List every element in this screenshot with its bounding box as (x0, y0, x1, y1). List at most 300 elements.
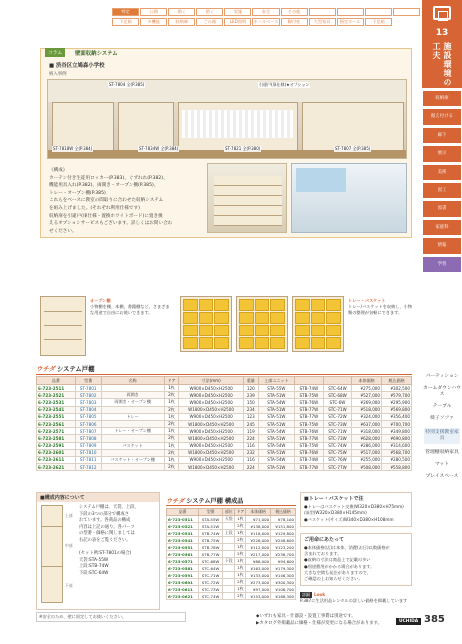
table-cell: ¥517,000 (352, 449, 382, 456)
config-text-line: れています。各商品の構成 (79, 518, 131, 524)
table-cell: STA-51W (258, 420, 294, 427)
config-text-line: (セット例:ST-7801の場合) (79, 551, 132, 557)
description-line: を組み上げました。(それぞれ利用仕様です) (49, 205, 140, 211)
photo-tag: ST-7818W 全(P.384) (53, 146, 93, 151)
table-cell: STB-76W (295, 449, 324, 456)
table-cell: ¥269,000 (352, 399, 382, 406)
table-row (37, 456, 412, 463)
table-cell: 6-723-0531 (167, 530, 199, 537)
table-cell: 245 (243, 420, 258, 427)
rental-note: P.387に生活用品レンタルの詳しい価格を掲載しています (300, 598, 408, 604)
tray-desc: トレー/バスケットを収納し、小物類の整理が気軽にできます。 (348, 304, 413, 315)
table-cell: ¥280,500 (382, 456, 412, 463)
table-cell: ST-7812 (75, 464, 101, 471)
table-cell: 1枚 (235, 565, 246, 572)
table-row (167, 516, 296, 523)
table-cell: トレー (101, 413, 164, 420)
tray-note (348, 298, 412, 316)
category-tab[interactable]: 大型家具 (309, 18, 336, 26)
table-cell: STA-54W (258, 399, 294, 406)
table-cell: 1枚 (164, 428, 179, 435)
category-tab[interactable]: その他 (281, 8, 308, 16)
table-cell: ¥324,000 (352, 413, 382, 420)
table-cell: 116 (243, 442, 258, 449)
table-row (167, 551, 296, 558)
table-cell: STB-77W (199, 551, 223, 558)
table-cell: 6-723-2511 (37, 385, 76, 392)
detail-badge: 詳細 (302, 592, 310, 598)
table-cell: STC-77W (323, 464, 351, 471)
description-line: せください。 (49, 228, 77, 234)
table-row (167, 565, 296, 572)
table-cell: ST-7807 (75, 428, 101, 435)
category-tab[interactable]: 下足箱 (365, 18, 392, 26)
table-cell: ¥71,000 (246, 516, 271, 523)
table-row (37, 435, 412, 442)
table-cell: ST-7811 (75, 456, 101, 463)
table-cell: STC-64W (199, 565, 223, 572)
category-tab[interactable]: 多機能 (140, 18, 167, 26)
category-index (422, 374, 462, 480)
photo-tag: ST-7821 全(P.380) (225, 146, 261, 151)
table-cell (101, 420, 164, 427)
table-cell: ¥558,800 (382, 464, 412, 471)
table-cell: STC-73W (323, 420, 351, 427)
table-cell: 6-723-2531 (37, 399, 76, 406)
table-cell: ¥302,500 (382, 385, 412, 392)
footer-note-1: ◆いずれも家具・什器設・設置工事費は別途です。 (256, 614, 356, 619)
table-row (37, 399, 412, 406)
table-cell: ST-7804 (75, 406, 101, 413)
building-icon (433, 6, 451, 20)
config-panel-title: ■構成内容について (37, 493, 159, 502)
order-note-line: 含まれております。 (304, 551, 342, 557)
table-cell: W900×D450×H2500 (179, 413, 244, 420)
table-cell: ¥118,000 (246, 530, 271, 537)
table-cell (223, 565, 235, 572)
table-cell: ¥168,300 (271, 593, 296, 600)
table-cell: ST-7809 (75, 442, 101, 449)
table-cell: 1枚 (164, 399, 179, 406)
table-cell: ¥628,000 (352, 435, 382, 442)
tray-spec-line: /深型(W320×D380×H145mm) (304, 510, 367, 516)
table-cell: STC-64W (323, 385, 351, 392)
table-cell: STA-54W (258, 428, 294, 435)
table-cell: ¥97,000 (246, 586, 271, 593)
chapter-index-item[interactable]: 展示 (423, 146, 461, 161)
table-cell: ¥300,300 (271, 579, 296, 586)
chapter-header (422, 0, 462, 88)
main-table-title: システム戸棚 (56, 365, 95, 373)
table-cell: STA-51W (258, 449, 294, 456)
table-cell: STA-55W (199, 516, 223, 523)
table-cell: W900×D450×H2500 (179, 428, 244, 435)
table-cell: 234 (243, 406, 258, 413)
table-cell: 両開き (101, 392, 164, 399)
table-cell: 6-723-0581 (167, 565, 199, 572)
table-cell: 6-723-0521 (167, 523, 199, 530)
config-text-line: 上段:STB-74W (79, 564, 109, 570)
description-line: 機能用具入れ(P.382)、両開き・オープン棚(P.385)、 (49, 183, 159, 189)
table-cell: 120 (243, 385, 258, 392)
table-cell (223, 579, 235, 586)
category-tab[interactable]: 特定 (112, 8, 139, 16)
description-line: トレー・オープン棚(P.385) (49, 190, 106, 196)
table-cell: W1800×D450×H2500 (179, 406, 244, 413)
table-cell: 2枚 (164, 464, 179, 471)
table-cell: ¥579,700 (382, 392, 412, 399)
category-index-item[interactable]: 椅子ソファ (430, 416, 454, 421)
table-cell: ¥349,800 (382, 428, 412, 435)
table-cell (223, 523, 235, 530)
config-text-line: の型番・価格に関しましては (79, 531, 135, 537)
order-note-line: ●別途費用がかかる場合があります。 (304, 563, 375, 569)
safety-note: ※安全のため、壁に固定してお使いください。 (36, 612, 186, 622)
table-cell: ¥273,000 (246, 579, 271, 586)
product-showcase (40, 296, 412, 356)
table-cell: 6-723-0511 (167, 516, 199, 523)
order-note-line: ●本体価格(店)は本体、消費(お日)以数価格が (304, 545, 390, 551)
category-index-item[interactable]: 管理棚収納家具 (425, 450, 459, 455)
table-cell: ¥569,800 (382, 406, 412, 413)
table-row (37, 385, 412, 392)
table-cell: 2枚 (235, 593, 246, 600)
order-notes-box (300, 533, 412, 586)
table-row (37, 442, 412, 449)
table-cell: ¥518,000 (352, 406, 382, 413)
category-tab[interactable]: 脚付柱 (281, 18, 308, 26)
open-shelf-desc: 小物棚を棚、本棚、書籍棚など、さまざまな用途で自由にお使いできます。 (90, 304, 170, 315)
table-cell: 両開き・オープン棚 (101, 399, 164, 406)
category-tab[interactable]: 安全 (252, 8, 279, 16)
tray-spec-heading: ■トレー・バスケットで注 (304, 496, 364, 502)
column-label: コラム (45, 48, 65, 57)
table-header: 寸法(mm) (179, 377, 244, 385)
table-cell: バスケット・オープン棚 (101, 456, 164, 463)
category-index-item[interactable]: プレイスペース (425, 474, 459, 479)
table-cell: ST-7805 (75, 413, 101, 420)
table-cell (223, 586, 235, 593)
chapter-index (422, 88, 462, 275)
table-cell: トレー・オープン棚 (101, 428, 164, 435)
table-cell: ST-7801 (75, 385, 101, 392)
table-row (37, 413, 412, 420)
table-cell: W900×D450×H2500 (179, 456, 244, 463)
chapter-index-item[interactable]: 図工 (423, 183, 461, 198)
config-text-line: 下段の3つの部分で構成さ (79, 511, 129, 517)
table-cell: 1枚 (235, 586, 246, 593)
parts-table-heading (166, 496, 296, 506)
category-tab[interactable]: 下足箱 (112, 18, 139, 26)
table-cell: 119 (243, 428, 258, 435)
page-number: 385 (424, 614, 445, 625)
config-panel-text (79, 505, 159, 578)
table-cell: ¥508,000 (352, 464, 382, 471)
table-cell: W900×D450×H2500 (179, 392, 244, 399)
category-tab[interactable] (365, 8, 392, 16)
table-cell: ¥356,400 (382, 413, 412, 420)
chapter-index-item[interactable]: 図書 (423, 201, 461, 216)
table-cell: STA-55W (258, 385, 294, 392)
category-tab[interactable]: 収納庫 (168, 18, 195, 26)
table-cell: STC-68W (199, 558, 223, 565)
table-row (37, 428, 412, 435)
table-cell: 6-723-2561 (37, 420, 76, 427)
table-cell: 123 (243, 413, 258, 420)
table-cell: 2枚 (235, 523, 246, 530)
category-index-item[interactable]: マット (434, 462, 450, 467)
table-cell: STB-77W (295, 413, 324, 420)
diagram-label-bottom: 下部 (65, 583, 73, 588)
table-cell: W900×D450×H2500 (179, 442, 244, 449)
table-cell: 224 (243, 464, 258, 471)
table-cell: STB-76W (295, 399, 324, 406)
basket-unit-image (292, 296, 344, 352)
table-row (37, 406, 412, 413)
table-cell: 1枚 (235, 516, 246, 523)
tray-spec-box (300, 492, 412, 527)
shelf-photo (207, 163, 287, 233)
brand-mark: ウチダ (166, 498, 185, 505)
table-cell: STC-71W (323, 428, 351, 435)
chapter-number: 13 (435, 28, 449, 39)
table-cell: 天袋 (223, 516, 235, 523)
table-cell: 6-723-2551 (37, 413, 76, 420)
category-tab[interactable]: ホールベース (253, 19, 279, 24)
chapter-index-item[interactable]: 美術 (423, 165, 461, 180)
config-text-line: 内容は上記の通り。各パーツ (79, 524, 135, 530)
table-cell: STA-51W (258, 406, 294, 413)
category-tab[interactable]: LED照明 (224, 18, 251, 26)
table-cell: ¥153,000 (246, 593, 271, 600)
table-cell: ¥318,000 (352, 428, 382, 435)
table-cell: STB-74W (295, 456, 324, 463)
table-cell: 6-723-2611 (37, 456, 76, 463)
table-cell: 1枚 (164, 442, 179, 449)
table-cell: 2枚 (235, 579, 246, 586)
table-cell: ¥179,300 (271, 565, 296, 572)
table-cell: STB-75W (295, 442, 324, 449)
table-header: 本体価格 (246, 509, 271, 516)
table-cell (101, 449, 164, 456)
table-header: ドア (236, 509, 245, 514)
order-note-line: ●収納の寸法は商品上で記載の多い (304, 557, 371, 563)
table-cell: ¥129,800 (271, 530, 296, 537)
footer-note-2: ▶カタログ外掲載品に価格・仕様が変更になる場合があります。 (256, 620, 382, 626)
table-cell (101, 385, 164, 392)
table-header: 型番 (75, 377, 101, 385)
footer-notes (256, 614, 382, 627)
table-cell: 1枚 (164, 413, 179, 420)
table-cell: 1枚 (235, 544, 246, 551)
table-cell: STB-75W (295, 392, 324, 399)
order-notes-heading: ご用命にあたって (304, 536, 345, 543)
chapter-title: 施設環境の工夫 (432, 42, 452, 88)
table-cell: STC-72W (199, 579, 223, 586)
table-cell: ST-7808 (75, 435, 101, 442)
table-cell: STB-74W (199, 530, 223, 537)
classroom-photo-2 (291, 163, 407, 233)
table-header: 名称 (101, 377, 164, 385)
category-tab[interactable]: 閉く (196, 8, 223, 16)
main-table-heading (36, 364, 412, 375)
category-index-item[interactable]: 特別支援教室家具 (424, 428, 460, 444)
table-row (167, 558, 296, 565)
table-cell: ¥314,600 (382, 442, 412, 449)
table-header: 上部ユニット (258, 377, 294, 385)
product-spec-table (36, 376, 412, 471)
table-cell: ¥568,700 (382, 449, 412, 456)
table-cell: 1枚 (164, 385, 179, 392)
table-cell: STA-51W (258, 435, 294, 442)
school-name: ■ 渋谷区立鳩森小学校 (49, 63, 105, 69)
category-tab[interactable]: 指定ホール (337, 18, 364, 26)
table-cell: W1800×D450×H2500 (179, 420, 244, 427)
category-index-item[interactable]: カームダウンハウス (422, 386, 462, 397)
table-cell: 150 (243, 399, 258, 406)
chapter-index-item[interactable]: 家庭科 (423, 220, 461, 235)
table-cell (101, 435, 164, 442)
category-tab[interactable]: ごみ箱 (196, 18, 223, 26)
diagram-label-middle: 中部 (65, 543, 73, 548)
parts-table-title: システム戸棚 構成品 (186, 498, 244, 505)
uchida-logo: UCHIDA (396, 618, 421, 625)
look-link[interactable]: Look (314, 592, 326, 598)
diagram-label-top: 上部 (65, 513, 73, 518)
chapter-index-item[interactable]: 学習 (423, 257, 461, 272)
table-cell: 6-723-2521 (37, 392, 76, 399)
photo-tag: 引違戸(扉仕様)★オプション (259, 82, 310, 87)
table-cell: 6-723-0611 (167, 586, 199, 593)
photo-tag: ST-7834W 全(P.384) (139, 146, 179, 151)
table-cell: ¥86,000 (246, 558, 271, 565)
chapter-index-item[interactable]: 情報 (423, 238, 461, 253)
table-cell: STB-77W (295, 406, 324, 413)
table-cell: ¥138,000 (246, 523, 271, 530)
table-header: 型番 (199, 509, 223, 516)
table-cell: 1枚 (235, 530, 246, 537)
table-cell (223, 593, 235, 600)
table-cell: STA-51W (258, 464, 294, 471)
category-tab-bar (112, 8, 420, 16)
tray-spec-line: ●バスケット(サイズ)W340×D380×H108mm (304, 516, 394, 522)
table-cell: ¥123,200 (271, 544, 296, 551)
parts-table (166, 508, 296, 600)
open-shelf-note (90, 298, 170, 316)
category-index-item[interactable]: テーブル (432, 404, 452, 409)
table-cell: ¥133,000 (246, 572, 271, 579)
chapter-index-item[interactable]: 据え付ける (423, 109, 461, 124)
table-cell: 2枚 (235, 551, 246, 558)
table-cell: 2枚 (164, 435, 179, 442)
table-cell: 232 (243, 449, 258, 456)
table-row (167, 523, 296, 530)
table-cell: STB-77W (295, 464, 324, 471)
category-tab[interactable] (337, 8, 364, 16)
chapter-index-item[interactable]: 廊下 (423, 128, 461, 143)
table-cell: ¥112,000 (246, 544, 271, 551)
table-cell: ¥700,700 (382, 420, 412, 427)
table-row (167, 593, 296, 600)
table-cell: 6-723-0601 (167, 579, 199, 586)
category-tab[interactable]: 公開 (140, 8, 167, 16)
table-cell: ¥295,900 (382, 399, 412, 406)
table-cell: 239 (243, 392, 258, 399)
table-cell: STA-51W (258, 392, 294, 399)
table-cell: STC-74W (323, 442, 351, 449)
category-tab[interactable]: 実施 (224, 8, 251, 16)
classroom-photo (47, 79, 407, 159)
table-cell: 224 (243, 435, 258, 442)
table-cell: 上段 (223, 530, 235, 537)
table-cell: ¥286,000 (352, 442, 382, 449)
table-cell: 1枚 (164, 456, 179, 463)
table-cell: 6-723-2601 (37, 449, 76, 456)
open-shelf-image (40, 296, 86, 356)
notes-panel (300, 492, 412, 605)
category-index-item[interactable]: パーティション (425, 374, 459, 379)
table-cell: STC-74W (199, 593, 223, 600)
table-cell: ¥255,000 (352, 456, 382, 463)
table-header (295, 377, 324, 385)
table-header: 税込価格 (382, 377, 412, 385)
table-cell (223, 551, 235, 558)
table-header: 部位 (223, 509, 235, 516)
tray-unit-image (236, 296, 288, 352)
table-cell: 2枚 (235, 537, 246, 544)
table-cell: 6-723-2621 (37, 464, 76, 471)
column-section (40, 48, 412, 238)
table-cell: 2枚 (164, 406, 179, 413)
table-header: 重量 (243, 377, 258, 385)
description-line: 《構成》 (49, 168, 68, 173)
column-description (49, 167, 199, 235)
table-cell: STB-75W (199, 537, 223, 544)
category-tab-bar-row2 (112, 18, 420, 26)
order-note-line: ご確認の上お知らせください。 (304, 576, 363, 582)
table-cell: STC-71W (323, 406, 351, 413)
chapter-sidebar (422, 0, 462, 644)
table-header (323, 377, 351, 385)
table-cell (223, 544, 235, 551)
open-shelf-title: オープン棚 (90, 298, 111, 303)
table-cell: 下段 (223, 558, 235, 565)
table-cell: 6-723-2581 (37, 435, 76, 442)
category-tab[interactable]: 開く (168, 8, 195, 16)
table-cell: 1枚 (235, 572, 246, 579)
table-cell: ¥151,800 (271, 523, 296, 530)
table-cell: 6-723-0571 (167, 558, 199, 565)
table-cell: ST-7802 (75, 392, 101, 399)
table-cell (223, 537, 235, 544)
table-cell: バスケット (101, 442, 164, 449)
table-cell: 2枚 (164, 420, 179, 427)
table-cell: ST-7810 (75, 449, 101, 456)
table-cell: W1800×D450×H2500 (179, 435, 244, 442)
table-cell: 6-723-0541 (167, 537, 199, 544)
table-cell: STC-75W (323, 449, 351, 456)
table-cell: ¥275,000 (352, 385, 382, 392)
category-tab[interactable] (393, 8, 420, 16)
category-tab[interactable] (309, 8, 336, 16)
table-row (37, 464, 412, 471)
table-cell: W900×D450×H2500 (179, 399, 244, 406)
table-cell (223, 572, 235, 579)
table-cell: 2枚 (164, 392, 179, 399)
table-cell (101, 464, 164, 471)
chapter-index-item[interactable]: 収納庫 (423, 91, 461, 106)
table-cell (101, 406, 164, 413)
